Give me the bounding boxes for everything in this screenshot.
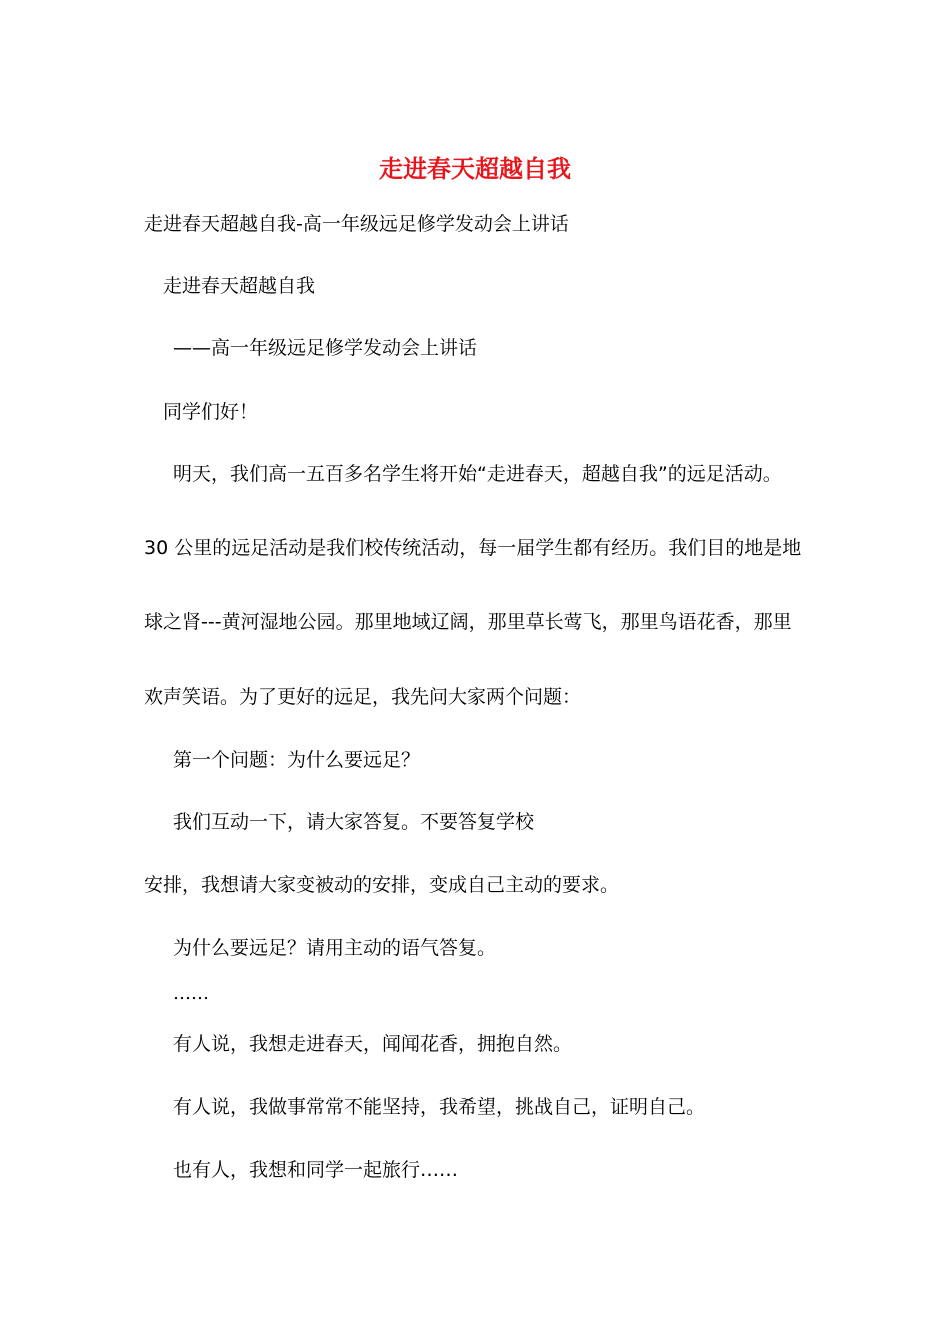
paragraph1-line4: 欢声笑语。为了更好的远足，我先问大家两个问题： — [144, 686, 582, 708]
prompt-line: 为什么要远足？请用主动的语气答复。 — [173, 937, 497, 959]
answer-one: 有人说，我想走进春天，闻闻花香，拥抱自然。 — [173, 1033, 573, 1055]
document-title: 走进春天超越自我 — [379, 154, 571, 183]
paragraph2-line1: 我们互动一下，请大家答复。不要答复学校 — [173, 811, 535, 833]
question-one: 第一个问题：为什么要远足？ — [173, 749, 421, 771]
answer-two: 有人说，我做事常常不能坚持，我希望，挑战自己，证明自己。 — [173, 1096, 706, 1118]
subtitle-line: 走进春天超越自我-高一年级远足修学发动会上讲话 — [144, 213, 569, 235]
ellipsis: …… — [173, 983, 209, 1004]
greeting: 同学们好！ — [163, 401, 259, 423]
answer-three: 也有人，我想和同学一起旅行…… — [173, 1159, 459, 1181]
speech-subheading: ——高一年级远足修学发动会上讲话 — [173, 337, 478, 359]
paragraph1-line1: 明天，我们高一五百多名学生将开始“走进春天，超越自我”的远足活动。 — [173, 463, 782, 485]
paragraph1-line2: 30 公里的远足活动是我们校传统活动，每一届学生都有经历。我们目的地是地 — [144, 537, 802, 559]
paragraph1-line3: 球之肾---黄河湿地公园。那里地域辽阔，那里草长莺飞，那里鸟语花香，那里 — [144, 611, 792, 633]
paragraph2-line2: 安排，我想请大家变被动的安排，变成自己主动的要求。 — [144, 874, 620, 896]
speech-heading: 走进春天超越自我 — [163, 275, 316, 297]
